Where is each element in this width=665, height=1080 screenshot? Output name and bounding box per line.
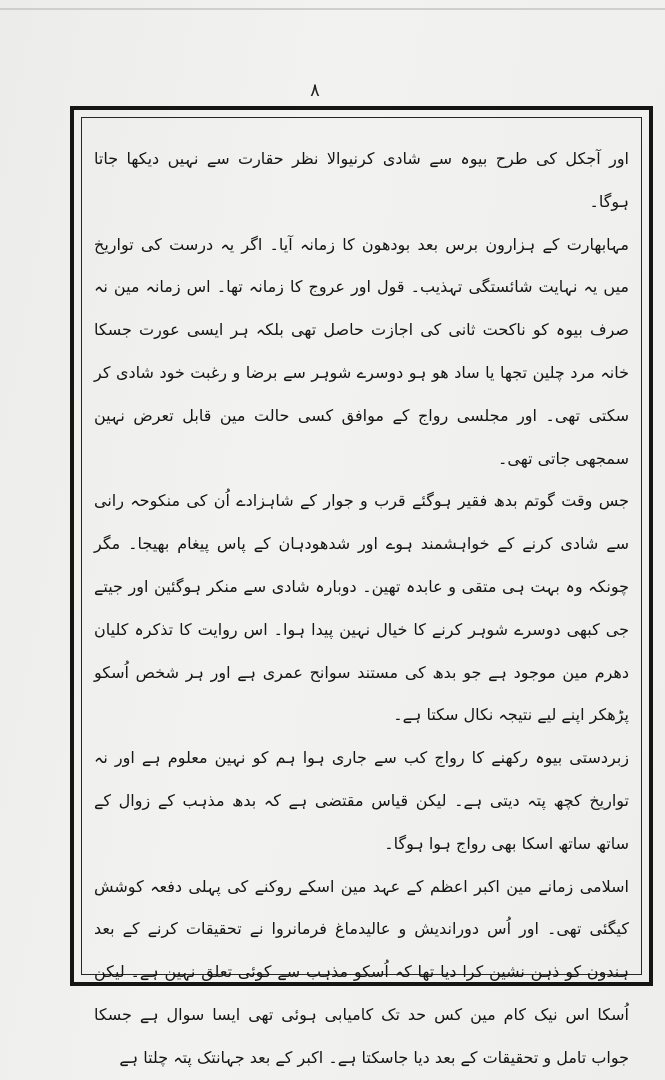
urdu-text-body [94,138,629,1067]
page-edge-line [0,8,665,10]
page-number: ۸ [310,80,320,101]
paragraph-2: مہابھارت کے ہزارون برس بعد بودھون کا زمانہ آیا۔ اگر یہ درست کی تواریخ میں یہ نہایت شائستگی تہذیب۔ قول اور عروج کا زمانہ تھا۔ اس زمانہ مین نہ صرف بیوہ کو ناکحت ثانی کی اجازت حاصل تھی بلکہ ہر ایسی عورت جسکا خانہ مرد چلین تجھا یا ساد ھو ہو دوسرے شوہر سے برضا و رغبت خود شادی کر سکتی تھی۔ اور مجلسی رواج کے موافق کسی حالت مین قابل تعرض نہین سمجھی جاتی تھی۔ [94,234,629,468]
page-border-inner [81,117,642,1067]
paragraph-5: اسلامی زمانے مین اکبر اعظم کے عہد مین اسکے روکنے کی پہلی دفعہ کوشش کیگئی تھی۔ اور اُس دوراندیش و عالیدماغ فرمانروا نے تحقیقات کرنے کے بعد ہندون کو ذہن نشین کرا دیا تھا کہ اُسکو مذہب سے کوئی تعلق نہین ہے۔ لیکن اُسکا اس نیک کام مین کس حد تک کامیابی ہوئی تھی ایسا سوال ہے جسکا جواب تامل و تحقیقات کے بعد دیا جاسکتا ہے۔ اکبر کے بعد جہانتک پتہ چلتا ہے [94,876,629,1067]
page-border-frame [70,106,653,1067]
paragraph-3: جس وقت گوتم بدھ فقیر ہوگئے قرب و جوار کے شاہزادے اُن کی منکوحہ رانی سے شادی کرنے کے خواہشمند ہوے اور شدھودہان کے پاس پیغام بھیجا۔ مگر چونکہ وہ بہت ہی متقی و عابدہ تھین۔ دوبارہ شادی سے منکر ہوگئین اور جیتے جی کبھی دوسرے شوہر کرنے کا خیال نہین پیدا ہوا۔ اس روایت کا تذکرہ کلیان دھرم مین موجود ہے جو بدھ کی مستند سوانح عمری ہے اور ہر شخص اُسکو پڑھکر اپنے لیے نتیجہ نکال سکتا ہے۔ [94,491,629,725]
paragraph-1: اور آجکل کی طرح بیوہ سے شادی کرنیوالا نظر حقارت سے نہیں دیکھا جاتا ہوگا۔ [94,149,629,211]
paragraph-4: زبردستی بیوہ رکھنے کا رواج کب سے جاری ہوا ہم کو نہین معلوم ہے اور نہ تواریخ کچھ پتہ دیتی ہے۔ لیکن قیاس مقتضی ہے کہ بدھ مذہب کے زوال کے ساتھ ساتھ اسکا بھی رواج ہوا ہوگا۔ [94,748,629,853]
